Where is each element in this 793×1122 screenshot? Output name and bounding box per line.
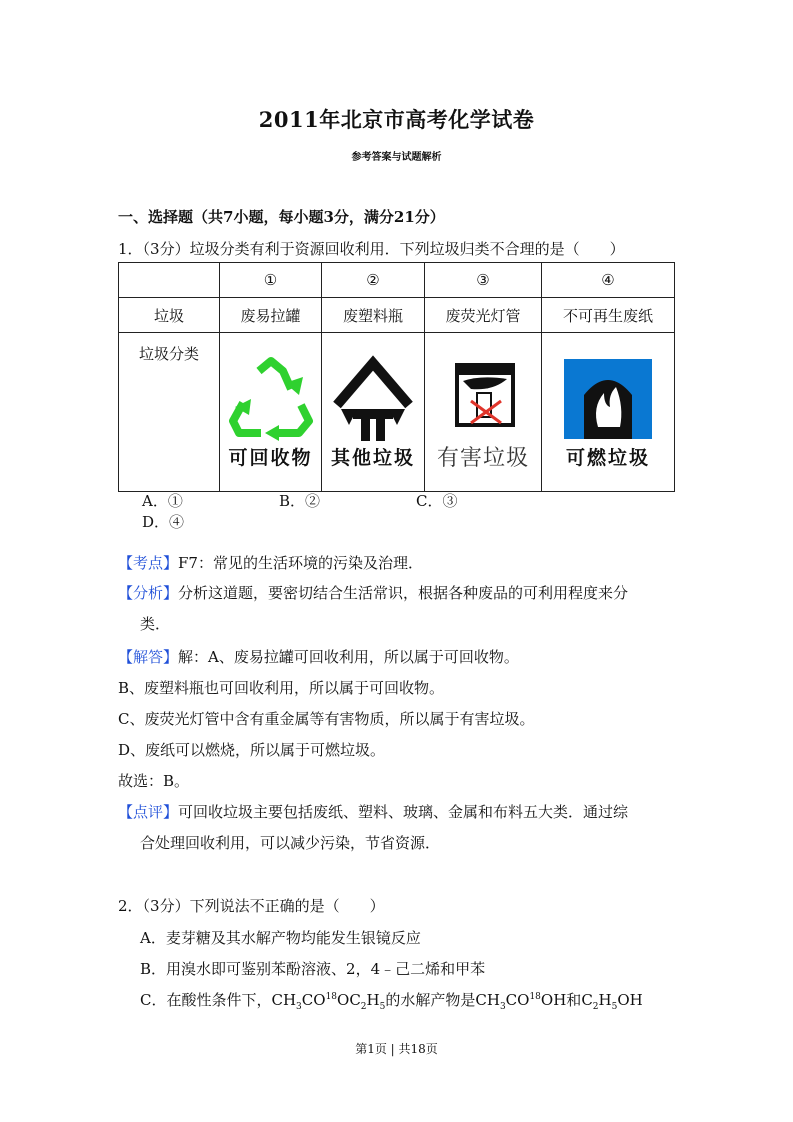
fenxi-line (118, 582, 628, 603)
answer-choice: 故选：B。 (118, 772, 190, 790)
hazardous-waste-icon (437, 353, 529, 439)
recycle-icon (225, 355, 317, 441)
dianping-tag: 【点评】 (118, 803, 179, 821)
sign-label: 有害垃圾 (436, 445, 529, 471)
question-2-option-a: A．麦芽糖及其水解产物均能发生银镜反应 (140, 929, 421, 947)
dianping-text: 可回收垃圾主要包括废纸、塑料、玻璃、金属和布料五大类．通过综 (178, 803, 629, 821)
table-row (119, 298, 675, 333)
table-header-cell: ④ (542, 263, 675, 298)
jieda-text: 解：A、废易拉罐可回收利用，所以属于可回收物。 (178, 648, 519, 666)
table-cell: 废荧光灯管 (425, 298, 542, 333)
fenxi-tag: 【分析】 (118, 584, 179, 602)
recyclable-sign-cell (220, 333, 322, 492)
fenxi-text: 分析这道题，要密切结合生活常识，根据各种废品的可利用程度来分 (178, 584, 629, 602)
kaodian-text: F7：常见的生活环境的污染及治理． (178, 554, 423, 572)
question-2-stem: 2．（3分）下列说法不正确的是（ ） (118, 897, 385, 915)
fenxi-line-2: 类． (140, 615, 171, 633)
jieda-line (118, 646, 519, 667)
hazardous-sign-cell (425, 333, 542, 492)
jieda-line-d: D、废纸可以燃烧，所以属于可燃垃圾。 (118, 741, 386, 759)
option-a: A．① (142, 492, 183, 510)
table-cell (119, 263, 220, 298)
table-header-cell: ② (322, 263, 425, 298)
option-c-prefix: C．在酸性条件下， (140, 991, 272, 1009)
acid-formula: $CH_3CO^{18}OH$ (475, 991, 567, 1012)
kaodian-line (118, 552, 423, 573)
table-cell: 废塑料瓶 (322, 298, 425, 333)
section-heading: 一、选择题（共7小题，每小题3分，满分21分） (118, 208, 445, 226)
table-header-cell: ③ (425, 263, 542, 298)
jieda-tag: 【解答】 (118, 648, 179, 666)
page-subtitle: 参考答案与试题解析 (351, 152, 442, 163)
option-d: D．④ (142, 513, 185, 531)
option-b: B．② (279, 492, 321, 510)
table-header-row (119, 263, 675, 298)
dianping-line-2: 合处理回收利用，可以减少污染，节省资源． (140, 834, 441, 852)
table-header-cell: ① (220, 263, 322, 298)
row-label-garbage: 垃圾 (119, 298, 220, 333)
ester-formula: $CH_3CO^{18}OC_2H_5$ (271, 991, 386, 1012)
question-2-option-b: B．用溴水即可鉴别苯酚溶液、2，4﹣己二烯和甲苯 (140, 960, 486, 978)
garbage-table (118, 262, 675, 492)
sign-label: 可回收物 (228, 446, 313, 469)
row-label-category: 垃圾分类 (119, 333, 220, 492)
jieda-line-b: B、废塑料瓶也可回收利用，所以属于可回收物。 (118, 679, 445, 697)
other-waste-sign-cell (322, 333, 425, 492)
option-c: C．③ (416, 492, 458, 510)
ethanol-formula: $C_2H_5OH$ (581, 991, 643, 1012)
dianping-line (118, 801, 628, 822)
table-cell: 不可再生废纸 (542, 298, 675, 333)
option-c-and: 和 (566, 991, 582, 1009)
question-1-stem: 1．（3分）垃圾分类有利于资源回收利用．下列垃圾归类不合理的是（ ） (118, 240, 625, 258)
page-title: 2011年北京市高考化学试卷 (258, 107, 535, 132)
kaodian-tag: 【考点】 (118, 554, 179, 572)
sign-label: 可燃垃圾 (565, 446, 650, 469)
table-row (119, 333, 675, 492)
question-2-option-c (140, 989, 643, 1012)
flame-icon (562, 355, 654, 441)
sign-label: 其他垃圾 (330, 446, 415, 469)
jieda-line-c: C、废荧光灯管中含有重金属等有害物质，所以属于有害垃圾。 (118, 710, 535, 728)
option-c-middle: 的水解产物是 (385, 991, 476, 1009)
flammable-sign-cell (542, 333, 675, 492)
other-waste-icon (327, 355, 419, 441)
page-footer: 第1页 | 共18页 (355, 1042, 438, 1056)
table-cell: 废易拉罐 (220, 298, 322, 333)
question-1-options (142, 490, 662, 532)
